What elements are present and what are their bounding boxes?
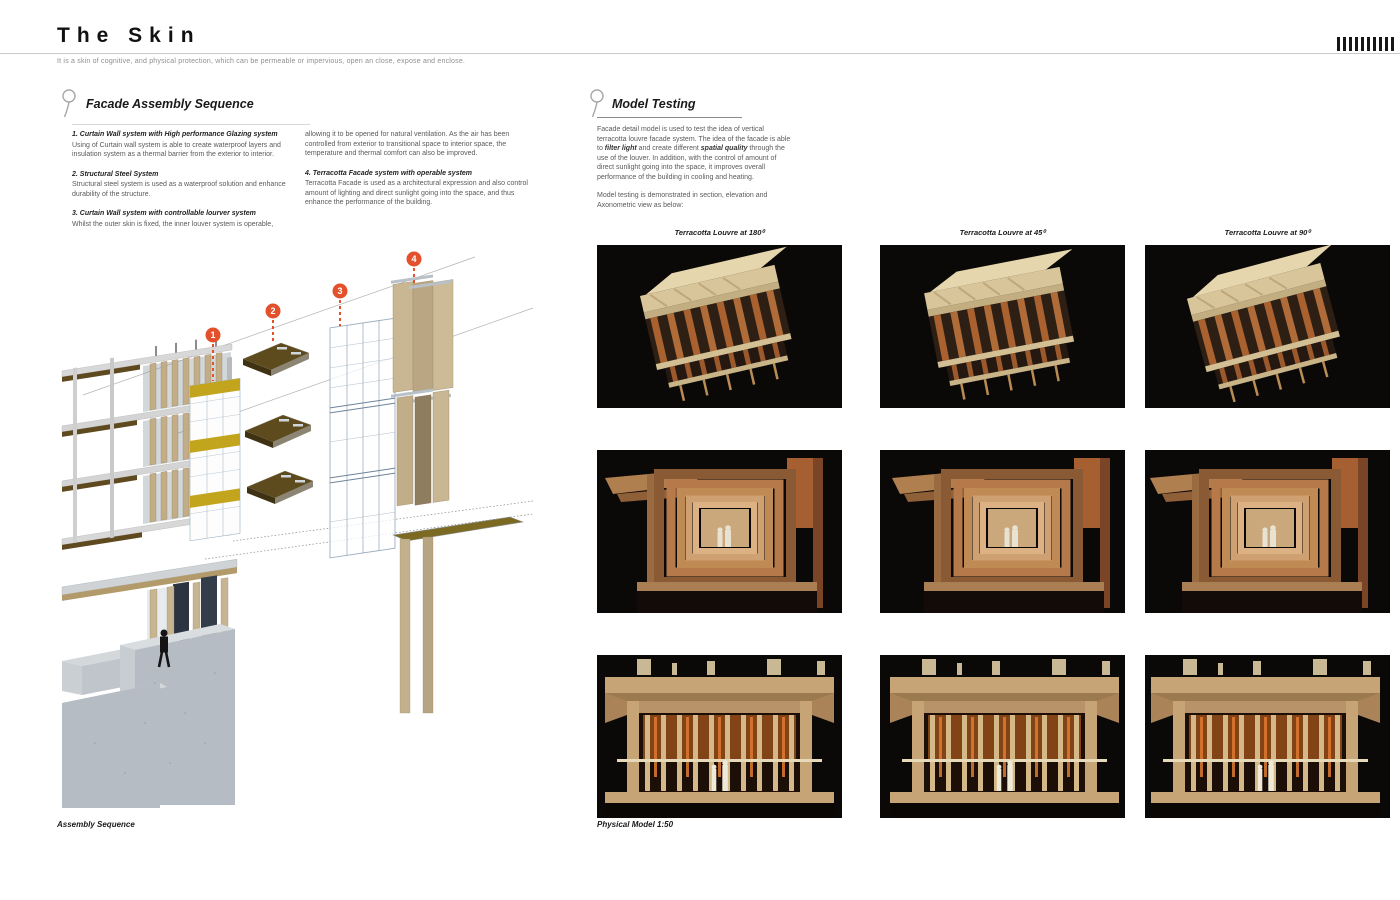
facade-item-2: 2. Structural Steel System Structural steel system is used as a waterproof solution and enhance durability of the structure.	[72, 170, 286, 198]
model-photo-elevation-45	[880, 655, 1125, 818]
facade-heading-rule	[72, 124, 310, 125]
marker-3: 3	[337, 286, 343, 296]
model-heading-rule	[597, 117, 742, 118]
facade-section-heading: Facade Assembly Sequence	[86, 97, 254, 111]
podium-model	[62, 624, 235, 808]
facade-item-4: 4. Terracotta Facade system with operable system Terracotta Facade is used as a architectural expression and also control amount of lighting and direct sunlight going into the space, and thus enhance the performance of the building.	[305, 169, 528, 206]
facade-item-3: 3. Curtain Wall system with controllable lourver system Whilst the outer skin is fixed, the inner louver system is operable,	[72, 210, 274, 228]
model-photo-section-45	[880, 450, 1125, 613]
page-title: The Skin	[57, 24, 201, 47]
photo-caption-90: Terracotta Louvre at 90⁰	[1224, 228, 1311, 237]
photo-caption-180: Terracotta Louvre at 180⁰	[674, 228, 765, 237]
title-divider	[0, 53, 1400, 54]
curtain-wall-panel	[190, 378, 240, 540]
model-photo-section-180	[597, 450, 842, 613]
terracotta-panel	[391, 272, 523, 713]
pin-icon	[588, 88, 606, 120]
marker-1: 1	[210, 330, 216, 340]
facade-text-column-2	[305, 130, 531, 218]
photo-caption-45: Terracotta Louvre at 45⁰	[959, 228, 1046, 237]
model-photo-axon-90	[1145, 245, 1390, 408]
model-paragraph-1: Facade detail model is used to test the idea of vertical terracotta louvre facade system. The idea of the facade is able to filter light and create different spatial quality through the use of the louver. In addition, with the control of amount of direct sunlight going into the space, it improves overall performance of the building in cooling and heating.	[597, 126, 791, 181]
marker-4: 4	[411, 254, 417, 264]
floor-slab-stack	[243, 343, 313, 504]
physical-model-caption: Physical Model 1:50	[597, 820, 674, 829]
assembly-caption: Assembly Sequence	[57, 820, 135, 829]
page-subtitle: It is a skin of cognitive, and physical protection, which can be permeable or impervious, open an close, expose and enclose.	[57, 58, 466, 65]
facade-item-3-continuation: allowing it to be opened for natural ventilation. As the air has been controlled from exterior to transitional space to interior space, the temperature and thermal comfort can also be improved.	[305, 131, 510, 157]
model-testing-text	[597, 125, 794, 210]
model-paragraph-2: Model testing is demonstrated in section, elevation and Axonometric view as below:	[597, 192, 768, 209]
assembly-diagram-illustration	[55, 243, 535, 818]
facade-item-1: 1. Curtain Wall system with High performance Glazing system Using of Curtain wall system is able to create waterproof layers and insulation system as a thermal barrier from the exterior to interior.	[72, 131, 281, 158]
model-photo-elevation-90	[1145, 655, 1390, 818]
model-photo-axon-180	[597, 245, 842, 408]
model-photo-section-90	[1145, 450, 1390, 613]
facade-text-column-1	[72, 130, 298, 239]
marker-2: 2	[270, 306, 276, 316]
model-testing-heading: Model Testing	[612, 97, 696, 111]
page-marker-bars	[1337, 37, 1394, 51]
pin-icon	[60, 88, 78, 120]
model-photo-elevation-180	[597, 655, 842, 818]
model-photo-axon-45	[880, 245, 1125, 408]
steel-frame-panel	[330, 318, 395, 558]
